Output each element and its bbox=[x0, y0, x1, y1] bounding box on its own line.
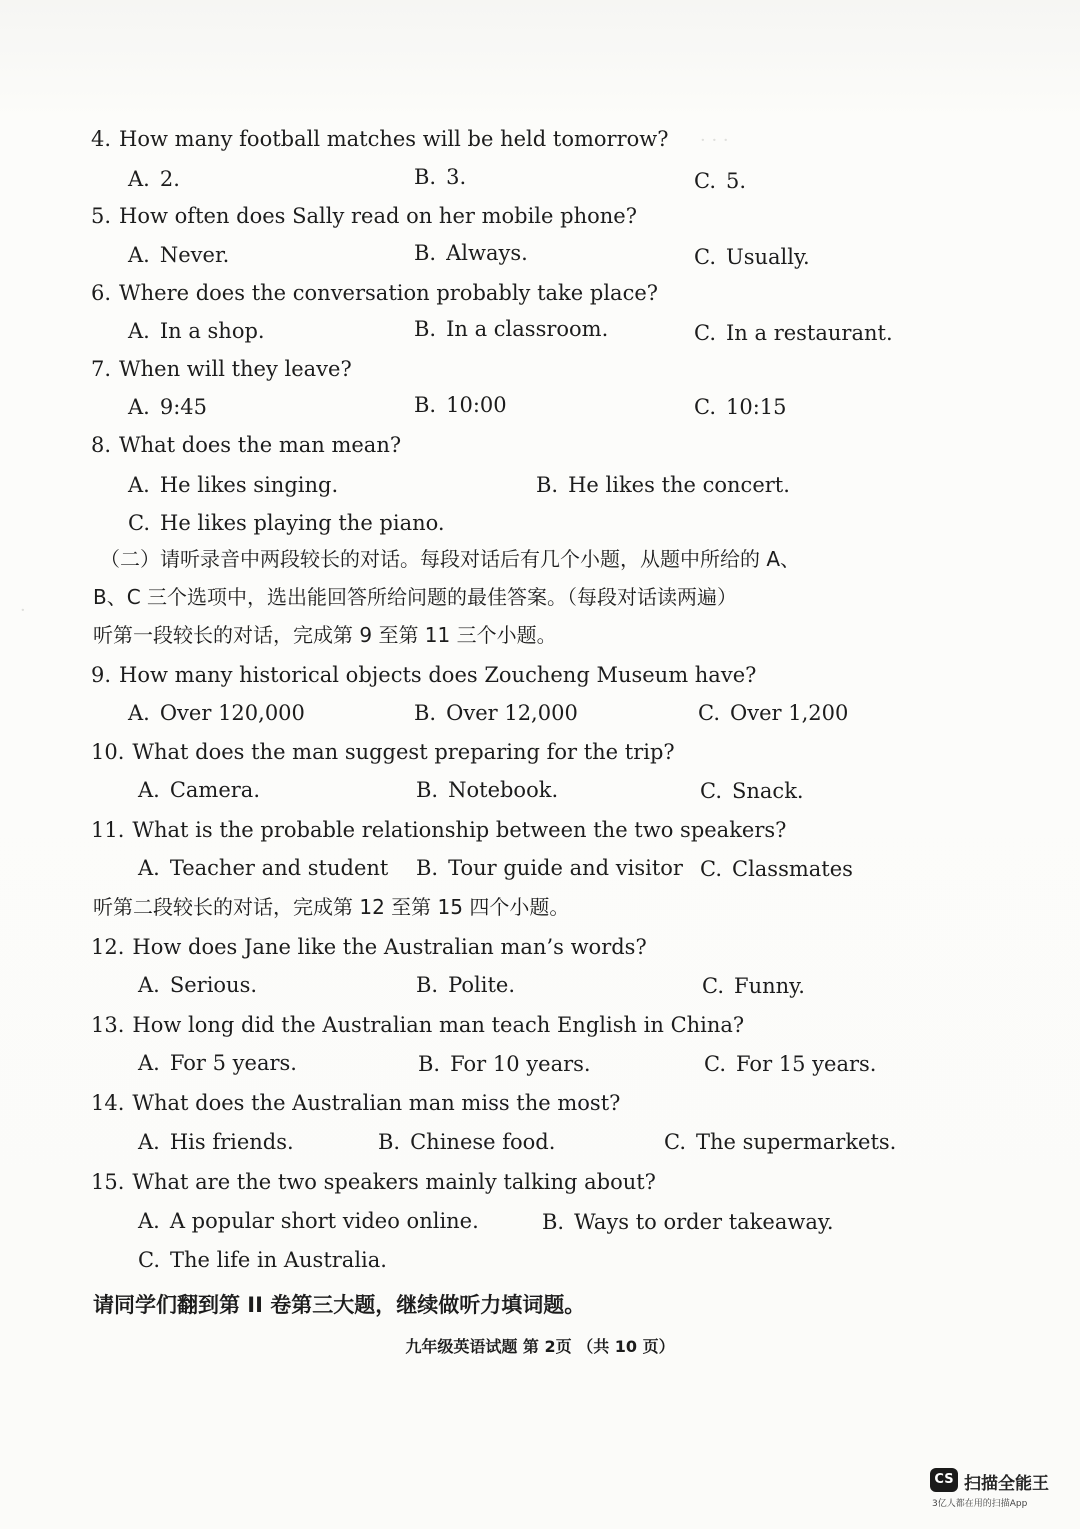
closing-instruction: 请同学们翻到第 II 卷第三大题，继续做听力填词题。 bbox=[93, 1293, 586, 1317]
option-11b: B. Tour guide and visitor bbox=[416, 856, 683, 880]
watermark-title: 扫描全能王 bbox=[964, 1474, 1049, 1494]
question-15: 15. What are the two speakers mainly talking about? bbox=[91, 1170, 656, 1194]
option-7c: C. 10:15 bbox=[694, 395, 787, 419]
question-5: 5. How often does Sally read on her mobile phone? bbox=[91, 204, 637, 228]
option-13b: B. For 10 years. bbox=[418, 1052, 591, 1076]
option-15a: A. A popular short video online. bbox=[138, 1209, 479, 1233]
option-14c: C. The supermarkets. bbox=[664, 1130, 897, 1154]
option-10b: B. Notebook. bbox=[416, 778, 559, 802]
question-14: 14. What does the Australian man miss the most? bbox=[91, 1091, 621, 1115]
option-4b: B. 3. bbox=[414, 165, 467, 189]
camscanner-logo-icon: CS bbox=[930, 1468, 958, 1492]
option-4c: C. 5. bbox=[694, 169, 747, 193]
page-footer: 九年级英语试题 第 2页 （共 10 页） bbox=[405, 1337, 675, 1356]
option-6b: B. In a classroom. bbox=[414, 317, 609, 341]
question-8: 8. What does the man mean? bbox=[91, 433, 402, 457]
option-14a: A. His friends. bbox=[138, 1130, 294, 1154]
option-15c: C. The life in Australia. bbox=[138, 1248, 387, 1272]
bleed-through-mark: · bbox=[20, 600, 26, 621]
question-10: 10. What does the man suggest preparing for the trip? bbox=[91, 740, 675, 764]
question-7: 7. When will they leave? bbox=[91, 357, 352, 381]
option-11c: C. Classmates bbox=[700, 857, 853, 881]
option-8b: B. He likes the concert. bbox=[536, 473, 790, 497]
option-9b: B. Over 12,000 bbox=[414, 701, 578, 725]
dialog-1-instruction: 听第一段较长的对话，完成第 9 至第 11 三个小题。 bbox=[93, 623, 557, 647]
question-4: 4. How many football matches will be held tomorrow? bbox=[91, 127, 669, 151]
option-10a: A. Camera. bbox=[138, 778, 261, 802]
option-8a: A. He likes singing. bbox=[128, 473, 339, 497]
option-12a: A. Serious. bbox=[138, 973, 258, 997]
option-6a: A. In a shop. bbox=[128, 319, 265, 343]
option-15b: B. Ways to order takeaway. bbox=[542, 1210, 834, 1234]
option-9c: C. Over 1,200 bbox=[698, 701, 849, 725]
option-5b: B. Always. bbox=[414, 241, 528, 265]
section-2-instructions-line-1: （二）请听录音中两段较长的对话。每段对话后有几个小题，从题中所给的 A、 bbox=[100, 547, 801, 571]
option-9a: A. Over 120,000 bbox=[128, 701, 305, 725]
option-5c: C. Usually. bbox=[694, 245, 810, 269]
option-12b: B. Polite. bbox=[416, 973, 516, 997]
bleed-through-mark: · · · bbox=[700, 130, 729, 151]
option-8c: C. He likes playing the piano. bbox=[128, 511, 445, 535]
option-5a: A. Never. bbox=[128, 243, 230, 267]
option-4a: A. 2. bbox=[128, 167, 180, 191]
dialog-2-instruction: 听第二段较长的对话，完成第 12 至第 15 四个小题。 bbox=[93, 895, 570, 919]
section-2-instructions-line-2: B、C 三个选项中，选出能回答所给问题的最佳答案。（每段对话读两遍） bbox=[93, 585, 738, 609]
option-13a: A. For 5 years. bbox=[138, 1051, 297, 1075]
option-6c: C. In a restaurant. bbox=[694, 321, 893, 345]
option-11a: A. Teacher and student bbox=[138, 856, 389, 880]
scanner-watermark bbox=[930, 1468, 1070, 1518]
watermark-subtitle: 3亿人都在用的扫描App bbox=[932, 1499, 1028, 1509]
option-13c: C. For 15 years. bbox=[704, 1052, 877, 1076]
option-14b: B. Chinese food. bbox=[378, 1130, 556, 1154]
question-9: 9. How many historical objects does Zoucheng Museum have? bbox=[91, 663, 757, 687]
option-12c: C. Funny. bbox=[702, 974, 805, 998]
question-6: 6. Where does the conversation probably take place? bbox=[91, 281, 659, 305]
option-7a: A. 9:45 bbox=[128, 395, 208, 419]
question-12: 12. How does Jane like the Australian man’s words? bbox=[91, 935, 647, 959]
option-7b: B. 10:00 bbox=[414, 393, 507, 417]
option-10c: C. Snack. bbox=[700, 779, 804, 803]
question-13: 13. How long did the Australian man teach English in China? bbox=[91, 1013, 745, 1037]
question-11: 11. What is the probable relationship between the two speakers? bbox=[91, 818, 787, 842]
